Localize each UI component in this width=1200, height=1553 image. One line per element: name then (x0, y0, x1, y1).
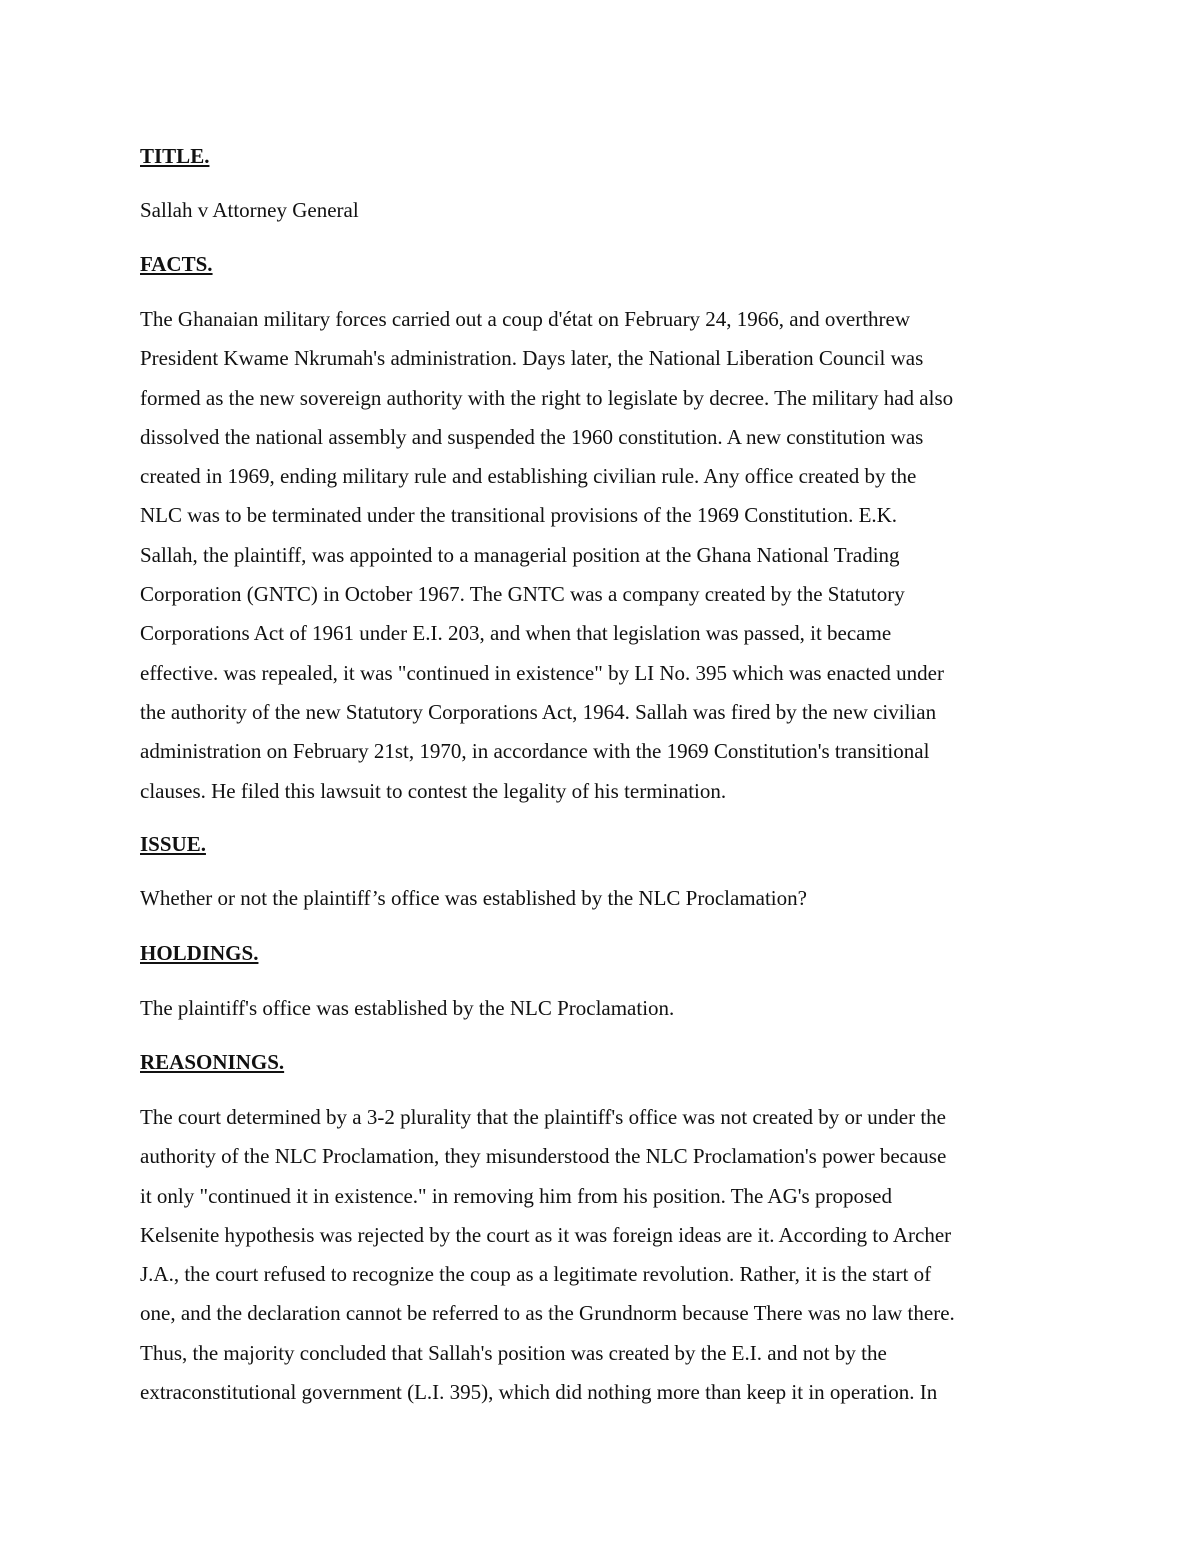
reasonings-line: it only "continued it in existence." in removing him from his position. The AG's proposed (140, 1183, 892, 1208)
reasonings-line: The court determined by a 3-2 plurality that the plaintiff's office was not created by or under the (140, 1105, 946, 1129)
facts-line: Corporations Act of 1961 under E.I. 203, and when that legislation was passed, it became (140, 621, 892, 646)
issue-text: Whether or not the plaintiff’s office was established by the NLC Proclamation? (140, 886, 807, 910)
facts-line: dissolved the national assembly and suspended the 1960 constitution. A new constitution was (140, 424, 924, 449)
facts-line: Corporation (GNTC) in October 1967. The GNTC was a company created by the Statutory (140, 582, 905, 607)
issue-heading: ISSUE. (140, 832, 206, 856)
facts-heading: FACTS. (140, 252, 213, 276)
reasonings-line: one, and the declaration cannot be referred to as the Grundnorm because There was no law there. (140, 1301, 955, 1326)
facts-line: effective. was repealed, it was "continued in existence" by LI No. 395 which was enacted under (140, 660, 944, 685)
reasonings-line: Kelsenite hypothesis was rejected by the court as it was foreign ideas are it. According to Archer (140, 1222, 952, 1247)
facts-line: clauses. He filed this lawsuit to contest the legality of his termination. (140, 778, 727, 803)
facts-line: NLC was to be terminated under the transitional provisions of the 1969 Constitution. E.K. (140, 503, 898, 528)
reasonings-line: authority of the NLC Proclamation, they misunderstood the NLC Proclamation's power because (140, 1144, 947, 1169)
facts-line: the authority of the new Statutory Corporations Act, 1964. Sallah was fired by the new civilian (140, 699, 937, 724)
reasonings-line: J.A., the court refused to recognize the coup as a legitimate revolution. Rather, it is the start of (140, 1262, 932, 1287)
case-title: Sallah v Attorney General (140, 198, 359, 222)
facts-line: formed as the new sovereign authority with the right to legislate by decree. The military had also (140, 385, 954, 410)
reasonings-paragraph (140, 1098, 1060, 1412)
reasonings-line: Thus, the majority concluded that Sallah's position was created by the E.I. and not by the (140, 1340, 887, 1365)
title-heading: TITLE. (140, 144, 210, 168)
facts-line: administration on February 21st, 1970, in accordance with the 1969 Constitution's transitional (140, 739, 930, 764)
facts-line: The Ghanaian military forces carried out a coup d'état on February 24, 1966, and overthrew (140, 307, 911, 331)
holdings-heading: HOLDINGS. (140, 941, 259, 965)
reasonings-line: extraconstitutional government (L.I. 395), which did nothing more than keep it in operation. In (140, 1380, 938, 1405)
reasonings-heading: REASONINGS. (140, 1050, 285, 1074)
facts-line: Sallah, the plaintiff, was appointed to a managerial position at the Ghana National Trading (140, 542, 900, 567)
facts-line: President Kwame Nkrumah's administration. Days later, the National Liberation Council was (140, 346, 924, 371)
holdings-text: The plaintiff's office was established by the NLC Proclamation. (140, 996, 675, 1020)
facts-line: created in 1969, ending military rule and establishing civilian rule. Any office created by the (140, 464, 917, 489)
facts-paragraph (140, 300, 1060, 811)
